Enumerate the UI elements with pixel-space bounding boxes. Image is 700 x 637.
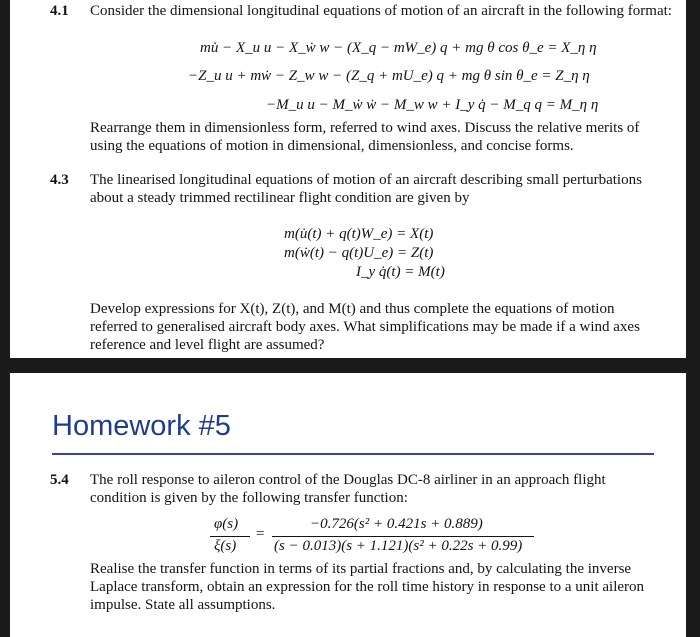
problem-4-3-question-line-3: reference and level flight are assumed? bbox=[90, 337, 325, 353]
homework-title: Homework #5 bbox=[52, 410, 231, 442]
problem-4-3-equation-1: m(u̇(t) + q(t)W_e) = X(t) bbox=[284, 226, 434, 242]
transfer-function-lhs-fraction-bar bbox=[210, 536, 250, 537]
problem-4-1-question-line-1: Rearrange them in dimensionless form, referred to wind axes. Discuss the relative merits of bbox=[90, 120, 640, 136]
problem-4-1-number: 4.1 bbox=[50, 3, 69, 19]
problem-4-3-question-line-2: referred to generalised aircraft body axes. What simplifications may be made if a wind axes bbox=[90, 319, 640, 335]
transfer-function-lhs-denominator: ξ(s) bbox=[214, 538, 237, 554]
problem-5-4-question-line-3: impulse. State all assumptions. bbox=[90, 597, 276, 613]
problem-5-4-line-1: The roll response to aileron control of the Douglas DC-8 airliner in an approach flight bbox=[90, 472, 606, 488]
problem-4-3-line-2: about a steady trimmed rectilinear flight condition are given by bbox=[90, 190, 470, 206]
problem-4-3-question-line-1: Develop expressions for X(t), Z(t), and M(t) and thus complete the equations of motion bbox=[90, 301, 615, 317]
problem-4-3-equation-3: I_y q̇(t) = M(t) bbox=[356, 264, 445, 280]
transfer-function-rhs-numerator: −0.726(s² + 0.421s + 0.889) bbox=[310, 516, 483, 532]
top-panel bbox=[10, 0, 686, 358]
problem-5-4-line-2: condition is given by the following transfer function: bbox=[90, 490, 408, 506]
problem-4-1-statement: Consider the dimensional longitudinal equations of motion of an aircraft in the following format: bbox=[90, 3, 672, 19]
transfer-function-rhs-fraction-bar bbox=[272, 536, 534, 537]
bottom-panel bbox=[10, 373, 686, 637]
homework-title-rule bbox=[52, 453, 654, 455]
problem-4-1-question-line-2: using the equations of motion in dimensional, dimensionless, and concise forms. bbox=[90, 138, 574, 154]
transfer-function-lhs-numerator: φ(s) bbox=[214, 516, 239, 532]
problem-4-1-equation-3: −M_u u − M_ẇ ẇ − M_w w + I_y q̇ − M_q q = M_η η bbox=[266, 97, 599, 113]
problem-5-4-question-line-2: Laplace transform, obtain an expression for the roll time history in response to a unit aileron bbox=[90, 579, 645, 595]
transfer-function-equals: = bbox=[256, 526, 265, 542]
problem-4-1-equation-1: mu̇ − X_u u − X_ẇ w − (X_q − mW_e) q + mg θ cos θ_e = X_η η bbox=[200, 40, 597, 56]
problem-5-4-question-line-1: Realise the transfer function in terms of its partial fractions and, by calculating the inverse bbox=[90, 561, 632, 577]
problem-4-3-number: 4.3 bbox=[50, 172, 69, 188]
problem-5-4-number: 5.4 bbox=[50, 472, 69, 488]
problem-4-3-equation-2: m(ẇ(t) − q(t)U_e) = Z(t) bbox=[284, 245, 434, 261]
problem-4-1-equation-2: −Z_u u + mẇ − Z_w w − (Z_q + mU_e) q + mg θ sin θ_e = Z_η η bbox=[188, 68, 590, 84]
problem-4-3-line-1: The linearised longitudinal equations of motion of an aircraft describing small perturbations bbox=[90, 172, 642, 188]
transfer-function-rhs-denominator: (s − 0.013)(s + 1.121)(s² + 0.22s + 0.99) bbox=[274, 538, 523, 554]
